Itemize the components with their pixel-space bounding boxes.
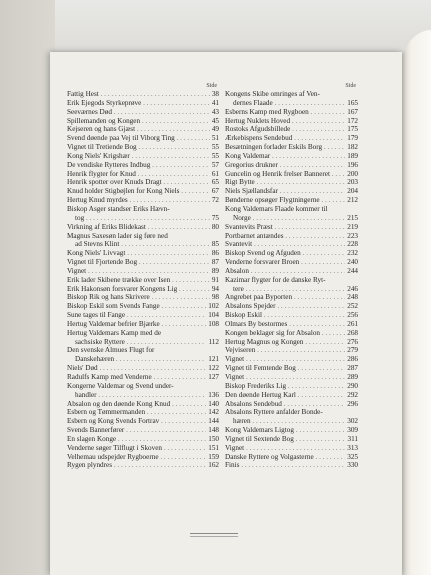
- index-entry: [67, 196, 219, 205]
- index-entry: [67, 373, 219, 382]
- index-entry: [225, 320, 358, 329]
- entry-title: Vignet til Femtende Bog . . .: [225, 364, 358, 373]
- entry-title: Absalons Sendebud . . .: [225, 400, 358, 409]
- index-entry: [67, 320, 219, 329]
- index-entry: [225, 170, 358, 179]
- entry-page-number: 55: [211, 151, 219, 160]
- index-entry: [67, 400, 219, 409]
- entry-title: Seeværnes Død . . .: [67, 108, 219, 117]
- entry-title: Rostoks Afgudsbillede . . .: [225, 125, 358, 134]
- entry-page-number: 219: [347, 222, 358, 231]
- entry-title: Den døende Hertug Karl . . .: [225, 391, 358, 400]
- entry-title: Absalons Spejder . . .: [225, 302, 358, 311]
- entry-page-number: 182: [347, 143, 358, 152]
- entry-title: Henrik spotter over Knuds Dragt . . .: [67, 178, 219, 187]
- entry-page-number: 61: [211, 169, 219, 178]
- entry-title: Niels' Død . . .: [67, 364, 219, 373]
- index-entry: [67, 134, 219, 143]
- index-entry: [225, 143, 358, 152]
- entry-title: Besætningen forlader Eskils Borg . . .: [225, 143, 358, 152]
- entry-title: Magnus Saxesøn lader sig føre ned: [67, 231, 168, 240]
- entry-title: Absalon . . .: [225, 267, 358, 276]
- entry-page-number: 80: [211, 222, 219, 231]
- entry-page-number: 98: [211, 293, 219, 302]
- entry-page-number: 290: [347, 381, 358, 390]
- entry-page-number: 112: [208, 337, 219, 346]
- entry-page-number: 256: [347, 311, 358, 320]
- index-entry: [67, 426, 219, 435]
- index-entry: [67, 178, 219, 187]
- index-entry: [67, 453, 219, 462]
- entry-title: Hertug Valdemars Kamp med de: [67, 328, 162, 337]
- index-entry: [67, 108, 219, 117]
- entry-page-number: 136: [208, 390, 219, 399]
- entry-page-number: 311: [347, 434, 358, 443]
- index-entry: [225, 382, 358, 391]
- index-entry: [67, 293, 219, 302]
- index-entry: [225, 364, 358, 373]
- entry-page-number: 104: [208, 311, 219, 320]
- entry-page-number: 51: [211, 134, 219, 143]
- entry-page-number: 102: [208, 302, 219, 311]
- entry-title: Kongens Skibe omringes af Ven-: [225, 90, 320, 98]
- entry-title: Biskop Svend og Afguden . . .: [225, 249, 358, 258]
- index-entry: [67, 435, 219, 444]
- entry-page-number: 38: [211, 90, 219, 98]
- entry-title: Erik lader Skibene trække over Isen . . .: [67, 276, 219, 285]
- index-entry: [225, 293, 358, 302]
- entry-page-number: 150: [208, 434, 219, 443]
- entry-page-number: 302: [347, 417, 358, 426]
- index-entry: [225, 240, 358, 249]
- entry-title: Biskop Frederiks Lig . . .: [225, 382, 358, 391]
- entry-title: Esbern og Kong Svends Fortrav . . .: [67, 417, 219, 426]
- entry-title: Ærkebispens Sendebud . . .: [225, 134, 358, 143]
- index-entry: [225, 152, 358, 161]
- entry-page-number: 144: [208, 417, 219, 426]
- entry-page-number: 325: [347, 452, 358, 461]
- index-entry: [225, 408, 358, 426]
- entry-title: Svantevits Præst . . .: [225, 223, 358, 232]
- index-entry: [225, 223, 358, 232]
- entry-title: Svends Bannerfører . . .: [67, 426, 219, 435]
- index-entry: [225, 196, 358, 205]
- entry-title: Kongen beklager sig for Absalon . . .: [225, 329, 358, 338]
- index-entry: [67, 99, 219, 108]
- index-entry: [67, 249, 219, 258]
- entry-page-number: 261: [347, 319, 358, 328]
- entry-page-number: 330: [347, 461, 358, 470]
- index-entry: [67, 90, 219, 99]
- index-entry: [67, 285, 219, 294]
- entry-title: Finis . . .: [225, 461, 358, 470]
- index-entry: [67, 161, 219, 170]
- entry-title: Olmars By bestormes . . .: [225, 320, 358, 329]
- index-entry: [225, 338, 358, 347]
- entry-title: Biskop Eskil som Svends Fange . . .: [67, 302, 219, 311]
- entry-title: Kong Valdemar . . .: [225, 152, 358, 161]
- entry-title: Kejseren og hans Gjæst . . .: [67, 125, 219, 134]
- entry-page-number: 140: [208, 399, 219, 408]
- index-entry: [225, 346, 358, 355]
- page-curl: [398, 30, 431, 575]
- index-entry: [225, 453, 358, 462]
- entry-page-number: 121: [208, 355, 219, 364]
- entry-title: Vignet . . .: [225, 373, 358, 382]
- entry-title-continuation: handler . . .: [67, 391, 219, 400]
- entry-page-number: 85: [211, 240, 219, 249]
- entry-title: Vignet . . .: [67, 267, 219, 276]
- entry-title-continuation: sachsiske Ryttere . . .: [67, 338, 219, 347]
- index-entry: [225, 373, 358, 382]
- index-entry: [225, 108, 358, 117]
- index-entry: [225, 444, 358, 453]
- entry-title: Spillemanden og Kongen . . .: [67, 117, 219, 126]
- entry-page-number: 151: [208, 443, 219, 452]
- index-entry: [225, 267, 358, 276]
- entry-title: Danske Ryttere og Volgasterne . . .: [225, 453, 358, 462]
- index-entry: [225, 391, 358, 400]
- index-entry: [67, 346, 219, 364]
- index-column-right: [225, 82, 358, 470]
- entry-page-number: 57: [211, 160, 219, 169]
- entry-title: Venderne forsvarer Broen . . .: [225, 258, 358, 267]
- index-entry: [67, 364, 219, 373]
- entry-page-number: 179: [347, 134, 358, 143]
- index-entry: [67, 125, 219, 134]
- entry-page-number: 248: [347, 293, 358, 302]
- entry-title: Kong Valdemars Flaade kommer til: [225, 204, 328, 213]
- entry-title: Virkning af Eriks Blidekast . . .: [67, 223, 219, 232]
- index-entry: [225, 187, 358, 196]
- index-entry: [67, 205, 219, 223]
- entry-title: Kong Valdemars Ligtog . . .: [225, 426, 358, 435]
- entry-title: Knud holder Stigbøjlen for Kong Niels . . .: [67, 187, 219, 196]
- entry-page-number: 72: [211, 196, 219, 205]
- entry-page-number: 228: [347, 240, 358, 249]
- entry-page-number: 89: [211, 266, 219, 275]
- index-entry: [225, 249, 358, 258]
- entry-title: Absalons Ryttere anfalder Bonde-: [225, 408, 323, 417]
- entry-title-continuation: dernes Flaade . . .: [225, 99, 358, 108]
- entry-title: Rygen plyndres . . .: [67, 461, 219, 470]
- entry-title: Kong Niels' Krigshær . . .: [67, 152, 219, 161]
- index-entry: [225, 90, 358, 108]
- index-entry: [67, 187, 219, 196]
- entry-page-number: 204: [347, 187, 358, 196]
- index-entry: [67, 117, 219, 126]
- column-header: Side: [345, 83, 356, 89]
- entry-page-number: 55: [211, 143, 219, 152]
- entry-title: Vejviseren . . .: [225, 346, 358, 355]
- entry-title: Svend døende paa Vej til Viborg Ting . . .: [67, 134, 219, 143]
- index-entry: [225, 435, 358, 444]
- entry-page-number: 309: [347, 426, 358, 435]
- index-list: [67, 90, 219, 470]
- entry-page-number: 240: [347, 258, 358, 267]
- entry-title: Hertug Knud myrdes . . .: [67, 196, 219, 205]
- entry-page-number: 289: [347, 373, 358, 381]
- index-entry: [225, 302, 358, 311]
- entry-title: Absalon og den døende Kong Knud . . .: [67, 400, 219, 409]
- entry-page-number: 175: [347, 125, 358, 134]
- entry-title: Hertug Nuklets Hoved . . .: [225, 117, 358, 126]
- entry-title: Vignet . . .: [225, 444, 358, 453]
- index-entry: [67, 461, 219, 470]
- entry-title-continuation: ad Stevns Klint . . .: [67, 240, 219, 249]
- index-entry: [67, 223, 219, 232]
- index-entry: [67, 258, 219, 267]
- entry-title: Biskop Asger standser Eriks Hævn-: [67, 204, 170, 213]
- index-entry: [67, 152, 219, 161]
- entry-page-number: 108: [208, 319, 219, 328]
- entry-page-number: 43: [211, 107, 219, 116]
- index-entry: [67, 232, 219, 250]
- index-column-left: [67, 82, 219, 470]
- entry-page-number: 162: [208, 461, 219, 470]
- column-header: Side: [206, 83, 217, 89]
- entry-title: Venderne søger Tilflugt i Skoven . . .: [67, 444, 219, 453]
- entry-page-number: 167: [347, 107, 358, 116]
- index-entry: [67, 267, 219, 276]
- index-entry: [67, 143, 219, 152]
- index-entry: [225, 461, 358, 470]
- entry-page-number: 268: [347, 328, 358, 337]
- index-entry: [67, 311, 219, 320]
- entry-page-number: 41: [211, 98, 219, 107]
- entry-title-continuation: hæren . . .: [225, 417, 358, 426]
- entry-page-number: 246: [347, 284, 358, 293]
- index-entry: [67, 276, 219, 285]
- index-entry: [225, 426, 358, 435]
- entry-title-continuation: Norge . . .: [225, 214, 358, 223]
- index-entry: [225, 355, 358, 364]
- entry-page-number: 200: [347, 169, 358, 178]
- index-entry: [225, 161, 358, 170]
- index-entry: [225, 400, 358, 409]
- entry-page-number: 292: [347, 390, 358, 399]
- entry-page-number: 212: [347, 196, 358, 205]
- index-entry: [67, 170, 219, 179]
- entry-page-number: 67: [211, 187, 219, 196]
- index-entry: [67, 329, 219, 347]
- entry-page-number: 279: [347, 346, 358, 355]
- entry-page-number: 296: [347, 399, 358, 408]
- entry-title: Esberns Kamp med Rygboen . . .: [225, 108, 358, 117]
- entry-title: Hertug Valdemar befrier Bjærke . . .: [67, 320, 219, 329]
- index-entry: [225, 178, 358, 187]
- entry-page-number: 75: [211, 213, 219, 222]
- entry-title: Svantevit . . .: [225, 240, 358, 249]
- index-entry: [225, 205, 358, 223]
- entry-page-number: 223: [347, 231, 358, 240]
- entry-page-number: 148: [208, 426, 219, 435]
- entry-page-number: 232: [347, 249, 358, 258]
- entry-title: De vendiske Rytteres Indbug . . .: [67, 161, 219, 170]
- entry-title: Henrik flygter for Knud . . .: [67, 170, 219, 179]
- entry-page-number: 87: [211, 258, 219, 267]
- index-entry: [67, 382, 219, 400]
- index-entry: [67, 408, 219, 417]
- entry-title-continuation: tog . . .: [67, 214, 219, 223]
- entry-title: Radulfs Kamp med Venderne . . .: [67, 373, 219, 382]
- entry-page-number: 91: [211, 275, 219, 284]
- entry-page-number: 165: [347, 98, 358, 107]
- index-list: [225, 90, 358, 470]
- end-rule: [190, 533, 238, 534]
- entry-page-number: 287: [347, 364, 358, 373]
- background-table: [0, 0, 55, 575]
- entry-title: Den svenske Almues Flugt for: [67, 346, 155, 355]
- entry-title: Vignet til Fjortende Bog . . .: [67, 258, 219, 267]
- entry-page-number: 215: [347, 213, 358, 222]
- entry-page-number: 65: [211, 178, 219, 187]
- entry-title: Niels Sjællandsfar . . .: [225, 187, 358, 196]
- index-entry: [67, 417, 219, 426]
- entry-page-number: 49: [211, 125, 219, 134]
- entry-page-number: 196: [347, 160, 358, 169]
- entry-title: Gregorius drukner . . .: [225, 161, 358, 170]
- end-rule: [190, 536, 238, 537]
- entry-title: Erik Ejegods Styrkeprøve . . .: [67, 99, 219, 108]
- background-wall: [0, 0, 431, 60]
- index-entry: [67, 444, 219, 453]
- entry-title: Esbern og Tømmermanden . . .: [67, 408, 219, 417]
- entry-page-number: 189: [347, 151, 358, 160]
- index-entry: [225, 117, 358, 126]
- entry-page-number: 122: [208, 364, 219, 373]
- entry-page-number: 244: [347, 266, 358, 275]
- entry-title-continuation: Danskehæren . . .: [67, 355, 219, 364]
- index-entry: [225, 276, 358, 294]
- entry-title: Kong Niels' Livvagt . . .: [67, 249, 219, 258]
- index-entry: [225, 329, 358, 338]
- entry-page-number: 94: [211, 284, 219, 293]
- entry-title: Guncelin og Henrik frelser Banneret . . .: [225, 170, 358, 179]
- entry-page-number: 252: [347, 302, 358, 311]
- entry-page-number: 159: [208, 452, 219, 461]
- index-entry: [225, 134, 358, 143]
- index-entry: [225, 232, 358, 241]
- entry-page-number: 276: [347, 337, 358, 346]
- entry-page-number: 203: [347, 178, 358, 187]
- entry-page-number: 286: [347, 355, 358, 364]
- entry-title: Kongerne Valdemar og Svend under-: [67, 381, 174, 390]
- entry-title: Biskop Eskil . . .: [225, 311, 358, 320]
- entry-page-number: 127: [208, 373, 219, 381]
- entry-title: Fattig Hest . . .: [67, 90, 219, 99]
- entry-title: Kazimar flygter for de danske Ryt-: [225, 275, 326, 284]
- entry-page-number: 313: [347, 443, 358, 452]
- entry-title: Vignet til Sextende Bog . . .: [225, 435, 358, 444]
- index-entry: [67, 302, 219, 311]
- entry-page-number: 86: [211, 249, 219, 258]
- entry-page-number: 45: [211, 116, 219, 125]
- index-entry: [225, 125, 358, 134]
- entry-title: Biskop Rik og hans Skrivere . . .: [67, 293, 219, 302]
- entry-title: Vignet til Tretiende Bog . . .: [67, 143, 219, 152]
- entry-title: Velhemau udspejder Rygboerne . . .: [67, 453, 219, 462]
- entry-title: Vignet . . .: [225, 355, 358, 364]
- entry-page-number: 142: [208, 408, 219, 417]
- entry-title: Sune tages til Fange . . .: [67, 311, 219, 320]
- entry-title-continuation: tere . . .: [225, 285, 358, 294]
- entry-page-number: 172: [347, 116, 358, 125]
- entry-title: Rigt Bytte . . .: [225, 178, 358, 187]
- entry-title: Hertug Magnus og Kongen . . .: [225, 338, 358, 347]
- entry-title: Angrebet paa Byporten . . .: [225, 293, 358, 302]
- entry-title: Bønderne opsøger Flygtningerne . . .: [225, 196, 358, 205]
- entry-title: En slagen Konge . . .: [67, 435, 219, 444]
- entry-title: Portbarnet antændes . . .: [225, 232, 358, 241]
- index-entry: [225, 311, 358, 320]
- index-entry: [225, 258, 358, 267]
- entry-title: Erik Hakonsøn forsvarer Kongens Lig . . .: [67, 285, 219, 294]
